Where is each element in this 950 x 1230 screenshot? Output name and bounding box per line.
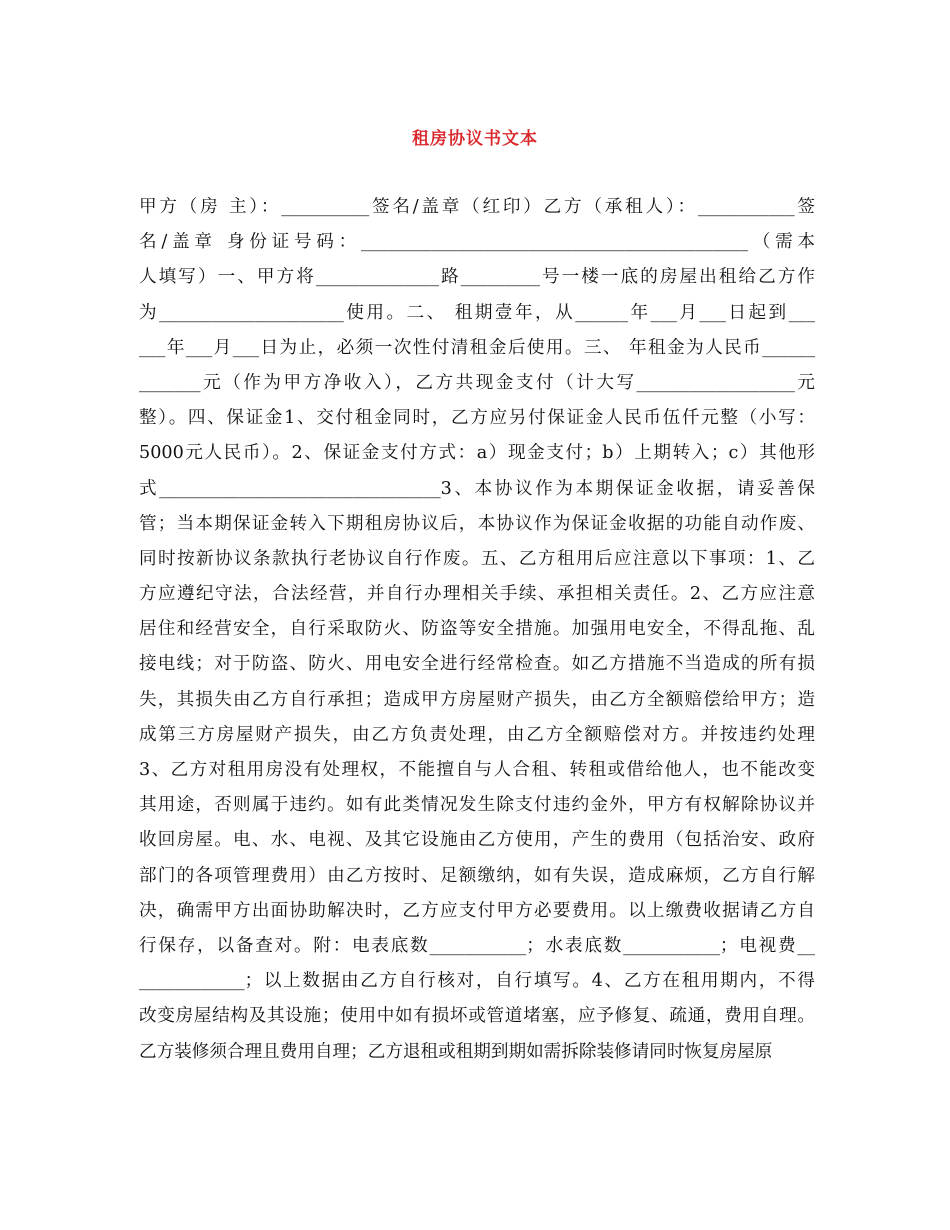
body-line: 5000元人民币）。2、保证金支付方式：a）现金支付；b）上期转入；c）其他形 bbox=[139, 443, 815, 464]
body-line: 为_____________________使用。二、 租期壹年，从______年___月___日起到___ bbox=[139, 302, 815, 323]
body-line: 式________________________________3、本协议作为本期保证金收据，请妥善保 bbox=[139, 478, 815, 499]
body-line: ____________；以上数据由乙方自行核对，自行填写。4、乙方在租用期内，不得 bbox=[139, 971, 815, 992]
body-line: 接电线；对于防盗、防火、用电安全进行经常检查。如乙方措施不当造成的所有损 bbox=[139, 654, 815, 675]
body-line: 3、乙方对租用房没有处理权，不能擅自与人合租、转租或借给他人，也不能改变 bbox=[139, 760, 815, 780]
body-line: 方应遵纪守法，合法经营，并自行办理相关手续、承担相关责任。2、乙方应注意 bbox=[139, 584, 815, 605]
body-line: 同时按新协议条款执行老协议自行作废。五、乙方租用后应注意以下事项：1、乙 bbox=[139, 548, 815, 569]
body-line: 整）。四、保证金1、交付租金同时，乙方应另付保证金人民币伍仟元整（小写： bbox=[139, 408, 815, 429]
body-line: 行保存，以备查对。附：电表底数___________；水表底数___________；电视费__ bbox=[139, 935, 815, 956]
body-line: 决，确需甲方出面协助解决时，乙方应支付甲方必要费用。以上缴费收据请乙方自 bbox=[139, 900, 815, 921]
document-body bbox=[139, 190, 815, 1070]
body-line: 失，其损失由乙方自行承担；造成甲方房屋财产损失，由乙方全额赔偿给甲方；造 bbox=[139, 689, 815, 710]
body-line: 改变房屋结构及其设施；使用中如有损坏或管道堵塞，应予修复、疏通，费用自理。 bbox=[139, 1006, 815, 1027]
body-line: 管；当本期保证金转入下期租房协议后，本协议作为保证金收据的功能自动作废、 bbox=[139, 513, 815, 534]
body-line: 乙方装修须合理且费用自理；乙方退租或租期到期如需拆除装修请同时恢复房屋原 bbox=[139, 1041, 773, 1062]
body-line: 人填写）一、甲方将______________路_________号一楼一底的房屋出租给乙方作 bbox=[139, 267, 815, 288]
body-line: 其用途，否则属于违约。如有此类情况发生除支付违约金外，甲方有权解除协议并 bbox=[139, 795, 815, 816]
document-title: 租房协议书文本 bbox=[412, 129, 538, 149]
body-line: 居住和经营安全，自行采取防火、防盗等安全措施。加强用电安全，不得乱拖、乱 bbox=[139, 619, 815, 640]
body-line: 名/盖章 身份证号码：____________________________________________（需本 bbox=[139, 232, 815, 253]
body-line: 收回房屋。电、水、电视、及其它设施由乙方使用，产生的费用（包括治安、政府 bbox=[139, 830, 815, 851]
body-line: 成第三方房屋财产损失，由乙方负责处理，由乙方全额赔偿对方。并按违约处理 bbox=[139, 724, 815, 745]
body-line: 甲方（房 主）：__________签名/盖章（红印）乙方（承租人）：___________签 bbox=[139, 197, 815, 217]
body-line: _______元（作为甲方净收入），乙方共现金支付（计大写__________________元 bbox=[139, 372, 815, 393]
body-line: ___年___月___日为止，必须一次性付清租金后使用。三、 年租金为人民币______ bbox=[139, 337, 815, 358]
body-line: 部门的各项管理费用）由乙方按时、足额缴纳，如有失误，造成麻烦，乙方自行解 bbox=[139, 865, 815, 886]
